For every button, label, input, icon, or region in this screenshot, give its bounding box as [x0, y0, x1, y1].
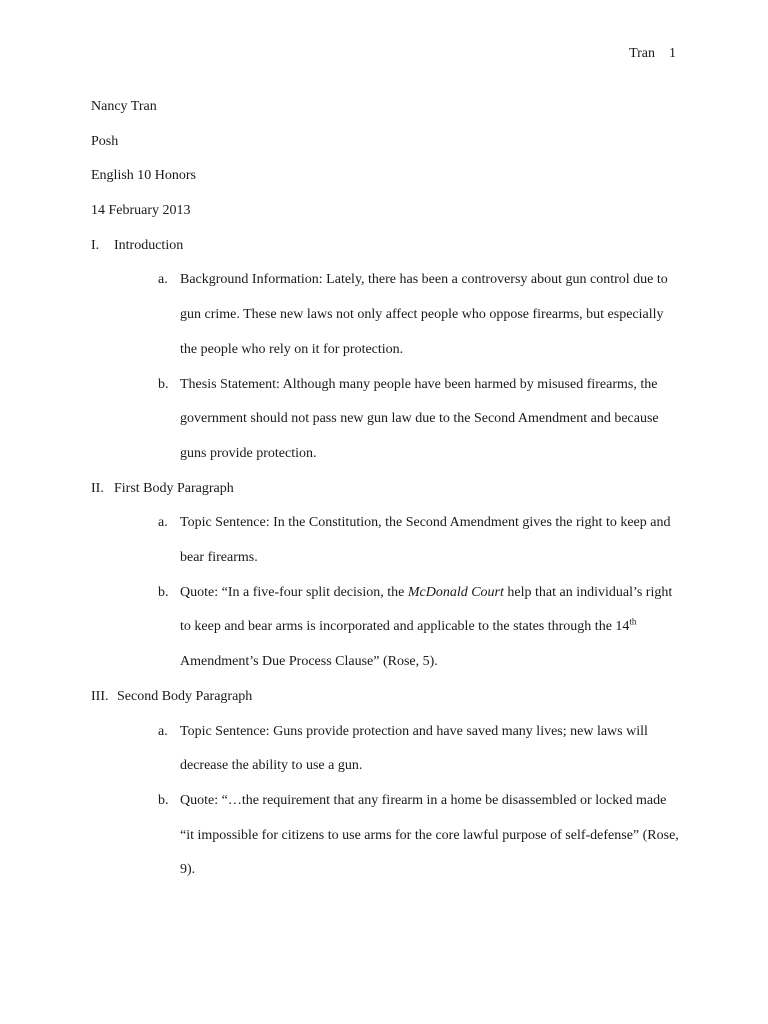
header-name: Tran [629, 46, 655, 61]
course-name: English 10 Honors [91, 168, 196, 184]
outline-item [158, 784, 681, 888]
document-body [91, 90, 681, 888]
item-text: Quote: “…the requirement that any firearm in a home be disassembled or locked made “it impossible for citizens to use arms for the core lawful purpose of self-defense” (Rose, 9). [180, 793, 679, 878]
section-title: Introduction [114, 237, 184, 253]
item-text: Topic Sentence: In the Constitution, the Second Amendment gives the right to keep and bear firearms. [180, 515, 671, 566]
outline-section-1 [91, 229, 681, 264]
outline-item [158, 576, 681, 680]
section-numeral: II. [91, 480, 104, 496]
ordinal-suffix: th [629, 616, 637, 627]
student-name: Nancy Tran [91, 99, 157, 114]
item-text: Thesis Statement: Although many people have been harmed by misused firearms, the government should not pass new gun law due to the Second Amendment and because guns provide protection. [180, 376, 659, 461]
outline-item [158, 263, 681, 367]
outline-item [158, 506, 681, 575]
outline-item [158, 715, 681, 784]
quote-text: Quote: “In a five-four split decision, the [180, 584, 408, 600]
section-title: First Body Paragraph [114, 480, 234, 496]
item-letter: b. [158, 793, 169, 808]
section-title: Second Body Paragraph [117, 688, 253, 704]
document-date: 14 February 2013 [91, 203, 191, 219]
item-text: Background Information: Lately, there has been a controversy about gun control due to gun crime. These new laws not only affect people who oppose firearms, but especially the people who rely on it for protection. [180, 272, 668, 357]
quote-text: help that an individual’s right to keep and bear arms is incorporated and applicable to the states through the 14 [180, 584, 673, 635]
header-page-number: 1 [669, 46, 676, 61]
outline-item [158, 368, 681, 472]
running-header [629, 46, 676, 62]
section-numeral: I. [91, 237, 100, 253]
case-name: McDonald Court [407, 584, 504, 600]
teacher-name: Posh [91, 133, 119, 149]
item-letter: a. [158, 515, 168, 531]
item-text-quote [180, 576, 681, 680]
item-letter: a. [158, 272, 168, 288]
item-letter: a. [158, 723, 168, 739]
quote-text: Amendment’s Due Process Clause” (Rose, 5). [180, 654, 438, 670]
item-text: Topic Sentence: Guns provide protection and have saved many lives; new laws will decrease the ability to use a gun. [180, 723, 648, 774]
item-letter: b. [158, 376, 169, 392]
item-letter: b. [158, 584, 169, 600]
section-numeral: III. [91, 688, 109, 704]
outline-section-3 [91, 680, 681, 715]
outline-section-2 [91, 472, 681, 507]
